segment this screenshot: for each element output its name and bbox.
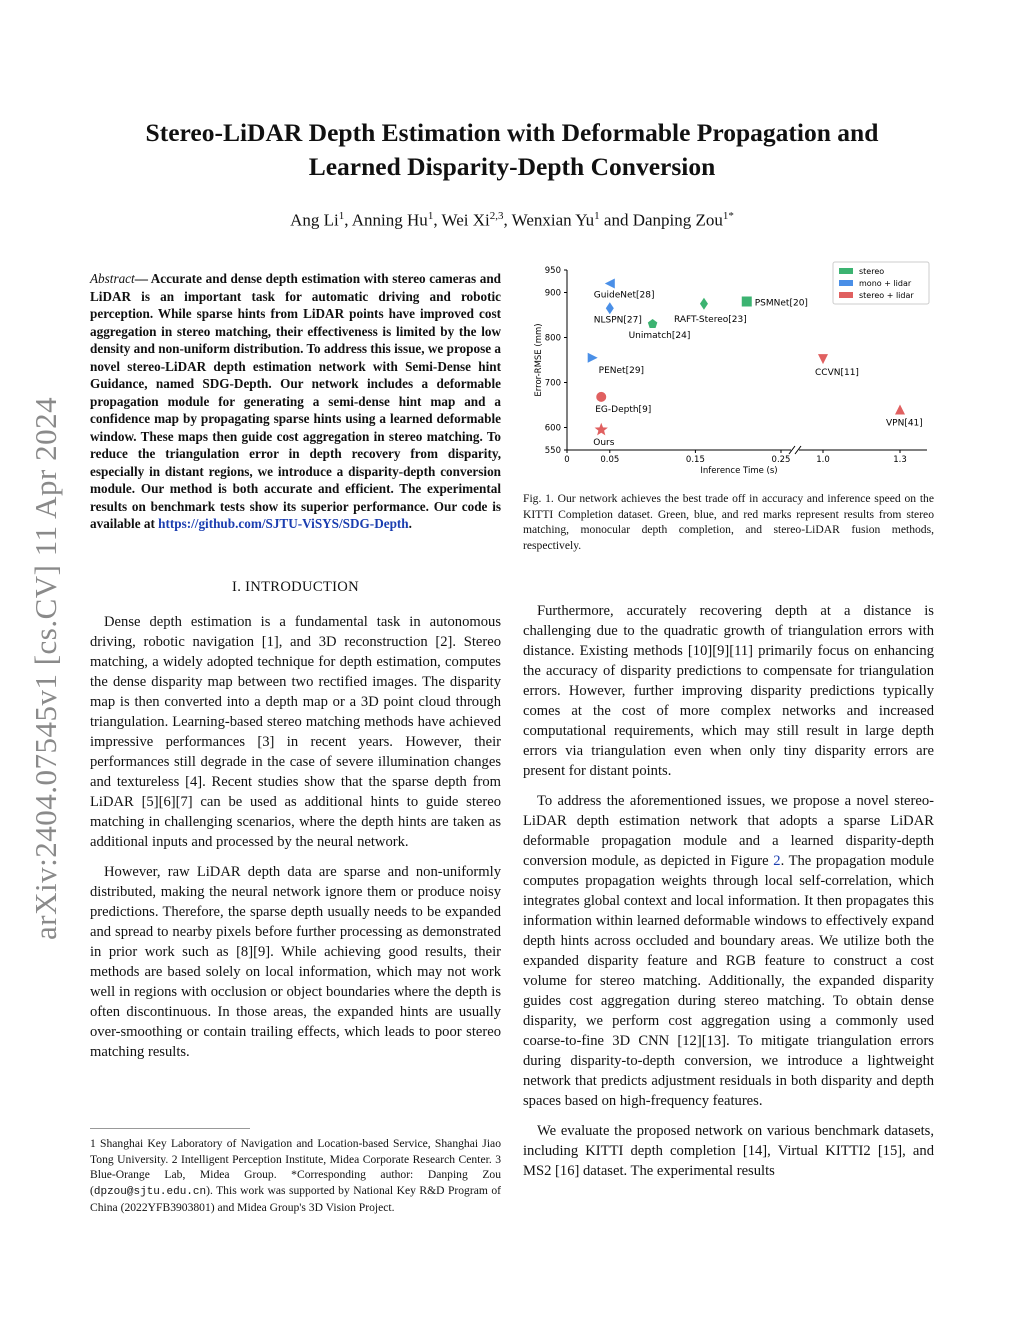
paragraph: We evaluate the proposed network on various benchmark datasets, including KITTI depth completion [14], Virtual KITTI2 [15], and MS2 [16] dataset. The experimental results bbox=[523, 1123, 934, 1179]
affiliation-mark: 1* bbox=[722, 210, 734, 222]
figure-ref-link[interactable]: 2 bbox=[773, 853, 781, 869]
y-tick-label: 950 bbox=[544, 266, 561, 276]
data-point-label: GuideNet[28] bbox=[593, 290, 655, 301]
arxiv-stamp: arXiv:2404.07545v1 [cs.CV] 11 Apr 2024 bbox=[28, 396, 63, 940]
paragraph: However, raw LiDAR depth data are sparse and non-uniformly distributed, making the neural network ignore them or produce noisy predictions. Therefore, the sparse depth usually needs to be expanded and spread to nearby pixels before further processing as demonstrated in prior work such as [8][9]. While achieving good results, their methods are based solely on local information, which may not work well in regions with occlusion or object boundaries where the depth is often discontinuous. In those areas, the expanded hints are usually over-smoothing or contain trailing effects, which leads to poor stereo matching results. bbox=[90, 864, 501, 1060]
x-tick-label: 0.05 bbox=[600, 455, 620, 465]
legend-swatch bbox=[839, 292, 853, 298]
data-point-label: CCVN[11] bbox=[815, 368, 859, 379]
y-axis-label: Error-RMSE (mm) bbox=[534, 323, 544, 397]
y-tick-label: 550 bbox=[544, 446, 561, 456]
data-point-label: NLSPN[27] bbox=[593, 315, 642, 326]
legend-label: mono + lidar bbox=[859, 279, 912, 288]
data-point-diamond bbox=[700, 298, 708, 310]
data-point-label: VPN[41] bbox=[886, 418, 923, 429]
legend-label: stereo + lidar bbox=[859, 291, 914, 300]
abstract-label: Abstract bbox=[90, 271, 135, 286]
section-heading: I. INTRODUCTION bbox=[232, 579, 359, 595]
chart-legend bbox=[833, 262, 929, 304]
paragraph: Furthermore, accurately recovering depth at a distance is challenging due to the quadratic growth of triangulation errors with distance. Existing methods [10][9][11] primarily focus on enhancing the accuracy of disparity predictions to compensate for triangulation errors. However, further improving disparity predictions typically comes at the cost of more complex networks and increased computational requirements, which may still result in large depth errors via triangulation even when only tiny disparity errors are present for distant points. bbox=[523, 603, 934, 779]
x-tick-label: 0 bbox=[564, 455, 570, 465]
y-tick-label: 700 bbox=[544, 378, 561, 389]
data-point-label: RAFT-Stereo[23] bbox=[673, 314, 747, 325]
data-point-pentagon bbox=[648, 319, 658, 328]
footnote bbox=[90, 1136, 501, 1216]
figure-1-scatter-chart bbox=[523, 258, 934, 480]
affiliation-mark: 1 bbox=[594, 210, 600, 222]
author-list bbox=[60, 210, 964, 231]
x-tick-label: 0.25 bbox=[771, 455, 791, 465]
abstract-end: . bbox=[408, 516, 412, 531]
author-name: , Wenxian Yu bbox=[503, 210, 595, 230]
x-tick-label: 1.3 bbox=[893, 455, 907, 465]
affiliation-mark: 1 bbox=[427, 210, 434, 222]
paragraph-text: To address the aforementioned issues, we propose a novel stereo-LiDAR depth estimation network that adopts a sparse LiDAR deformable propagation module and a learned disparity-depth conversion module, as depicted in Figure bbox=[523, 793, 934, 869]
title-line-2: Learned Disparity-Depth Conversion bbox=[308, 152, 716, 181]
email-link[interactable]: dpzou@sjtu.edu.cn bbox=[93, 1185, 207, 1198]
author-name: , Anning Hu bbox=[344, 210, 428, 230]
author-name: and Danping Zou bbox=[599, 210, 723, 230]
data-point-triangle-right bbox=[588, 353, 598, 363]
footnote-text: ). This work was supported by National Key R&D Program of China (2022YFB3903801) and Midea Group's 3D Vision Project. bbox=[90, 1183, 501, 1215]
paragraph bbox=[523, 791, 934, 1111]
data-point-diamond bbox=[606, 302, 614, 314]
abstract-body: Accurate and dense depth estimation with stereo cameras and LiDAR is an important task for automatic driving and robotic perception. While sparse hints from LiDAR points have improved cost aggregation in stereo matching, their effectiveness is limited by the low density and non-uniform distribution. To address this issue, we propose a novel stereo-LiDAR depth estimation network with Semi-Dense hint Guidance, named SDG-Depth. Our network includes a deformable propagation module for generating a semi-dense hint map and a confidence map by propagating sparse hints using a learned deformable window. These maps then guide cost aggregation in stereo matching. To reduce the triangulation error in depth recovery from disparity, especially in distant regions, we introduce a disparity-depth conversion module. Our method is both accurate and efficient. The experimental results on benchmark tests show its superior performance. Our code is available at bbox=[90, 271, 501, 531]
abstract bbox=[90, 270, 501, 533]
y-tick-label: 900 bbox=[544, 288, 561, 299]
code-link[interactable]: https://github.com/SJTU-ViSYS/SDG-Depth bbox=[158, 516, 409, 531]
x-axis-label: Inference Time (s) bbox=[700, 466, 778, 476]
legend-label: stereo bbox=[859, 267, 885, 276]
data-point-triangle-down bbox=[818, 354, 828, 364]
title-line-1: Stereo-LiDAR Depth Estimation with Deformable Propagation and bbox=[145, 118, 879, 147]
figure-caption: Fig. 1. Our network achieves the best trade off in accuracy and inference speed on the KITTI Completion dataset. Green, blue, and red marks represent results from stereo matching, monocular depth completion, and stereo-LiDAR fusion methods, respectively. bbox=[523, 492, 934, 552]
abstract-dash: — bbox=[134, 271, 151, 286]
affiliation-mark: 1 bbox=[338, 210, 345, 222]
legend-swatch bbox=[839, 268, 853, 274]
x-tick-label: 1.0 bbox=[816, 455, 830, 465]
chart-svg bbox=[523, 258, 934, 480]
author-name: , Wei Xi bbox=[433, 210, 490, 230]
intro-right-column bbox=[523, 601, 934, 1181]
x-tick-label: 0.15 bbox=[685, 455, 705, 465]
paragraph: Dense depth estimation is a fundamental task in autonomous driving, robotic navigation [1], and 3D reconstruction [2]. Stereo matching, a widely adopted technique for depth estimation, computes the dense disparity map between two rectified images. The disparity map is then converted into a depth map or a 3D point cloud through triangulation. Learning-based stereo matching methods have achieved impressive performances [3] in recent years. However, their performances still degrade in the case of severe illumination changes and textureless [4]. Recent studies show that the sparse depth from LiDAR [5][6][7] can be used as additional hints to guide stereo matching in challenging scenarios, where the depth hints are taken as additional inputs and processed by the neural network. bbox=[90, 614, 501, 850]
y-tick-label: 800 bbox=[544, 333, 561, 344]
paper-title bbox=[60, 116, 964, 184]
data-point-triangle-up bbox=[895, 405, 905, 415]
data-point-label: Ours bbox=[593, 437, 615, 448]
footnote-divider bbox=[90, 1128, 250, 1129]
data-point-circle bbox=[596, 392, 606, 402]
paragraph-text: . The propagation module computes propagation weights through local self-correlation, which integrates global context and local information. It then propagates this information within learned deformable windows to effectively expand depth hints across occluded and boundary areas. We utilize both the expanded disparity feature and RGB feature to construct a cost volume for stereo matching. Additionally, the expanded disparity guides cost aggregation during stereo matching. To obtain dense disparity, we perform cost aggregation using a commonly used coarse-to-fine 3D CNN [12][13]. To mitigate triangulation errors during disparity-to-depth conversion, we introduce a lightweight network that predicts adjustment residuals in both disparity and depth spaces based on high-frequency features. bbox=[523, 853, 934, 1109]
data-point-label: Unimatch[24] bbox=[628, 331, 691, 341]
data-point-label: PENet[29] bbox=[598, 365, 645, 376]
footnote-text: 1 Shanghai Key Laboratory of Navigation and Location-based Service, Shanghai Jiao Tong University. 2 Intelligent Perception Institute, Midea Corporate Research Center. 3 Blue-Orange Lab, Midea Group. *Corresponding author: Danping Zou ( bbox=[90, 1137, 501, 1197]
legend-swatch bbox=[839, 280, 853, 286]
intro-left-column bbox=[90, 612, 501, 1062]
y-tick-label: 600 bbox=[544, 423, 561, 434]
author-name: Ang Li bbox=[290, 210, 339, 230]
data-point-star bbox=[595, 423, 608, 436]
data-point-label: EG-Depth[9] bbox=[595, 404, 652, 415]
data-point-triangle-left bbox=[605, 279, 615, 289]
data-point-square bbox=[742, 297, 752, 307]
affiliation-mark: 2,3 bbox=[489, 210, 504, 222]
data-point-label: PSMNet[20] bbox=[754, 298, 808, 309]
